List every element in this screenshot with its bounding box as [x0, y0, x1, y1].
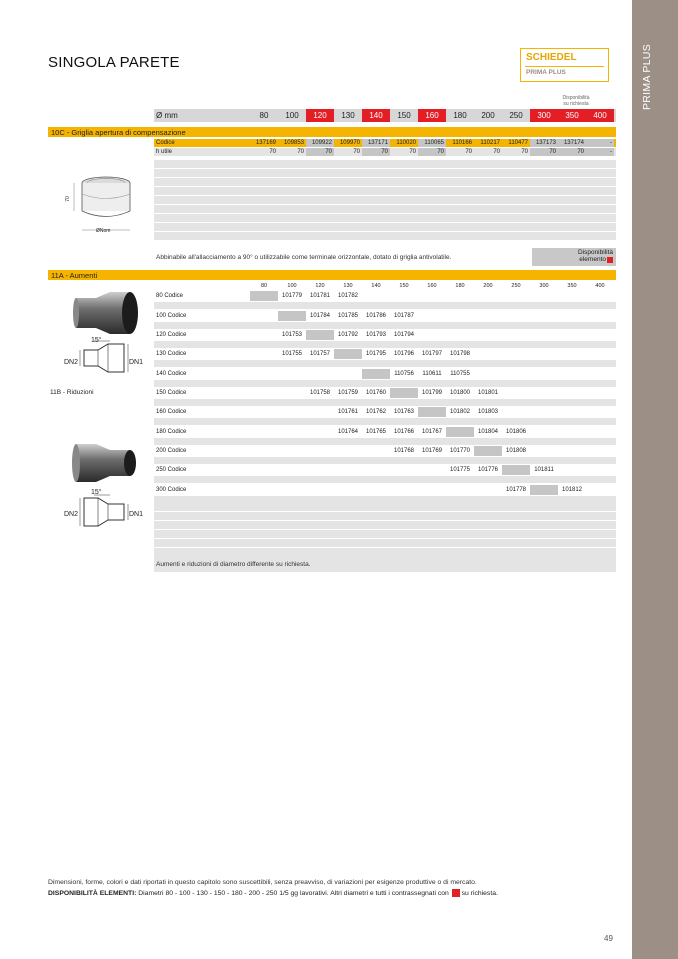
- row-stripe: [154, 418, 616, 425]
- h-utile-10c-8: 70: [493, 149, 500, 155]
- page-title: SINGOLA PARETE: [48, 54, 180, 71]
- code-cell: 101800: [449, 390, 471, 396]
- row-stripe: [154, 322, 616, 329]
- code-cell: 101753: [281, 332, 303, 338]
- same-diameter-cell: [278, 311, 306, 321]
- h-utile-10c-1: 70: [297, 149, 304, 155]
- height-row-10c: [154, 148, 616, 156]
- empty-row: [154, 530, 616, 538]
- row-stripe: [154, 302, 616, 309]
- empty-row: [154, 512, 616, 520]
- row-stripe: [154, 496, 616, 503]
- code-cell: 101762: [365, 409, 387, 415]
- table-row: [154, 485, 616, 495]
- section-11a-header: 11A - Aumenti: [48, 270, 616, 280]
- code-cell: 101797: [421, 351, 443, 357]
- page-number: 49: [604, 934, 613, 943]
- row-label: 300 Codice: [156, 487, 187, 493]
- table-row: [154, 427, 616, 437]
- row-label: 100 Codice: [156, 313, 187, 319]
- code-cell: 101782: [337, 293, 359, 299]
- section-11b-label: 11B - Riduzioni: [50, 389, 94, 396]
- code-cell: 101798: [449, 351, 471, 357]
- code-cell: 110756: [394, 371, 414, 377]
- empty-row: [154, 232, 616, 240]
- diameter-header-row: [154, 109, 616, 122]
- diameter-120: 120: [306, 109, 334, 122]
- code-cell: 101763: [393, 409, 415, 415]
- h-utile-10c-2: 70: [306, 148, 334, 156]
- section-10c-header: 10C - Griglia apertura di compensazione: [48, 127, 616, 137]
- col-header-140: 140: [371, 283, 381, 289]
- row-label: 160 Codice: [156, 409, 187, 415]
- same-diameter-cell: [390, 388, 418, 398]
- dn1-label: DN1: [129, 359, 144, 366]
- empty-row: [154, 196, 616, 204]
- code-cell: 101770: [449, 448, 471, 454]
- code-cell: 101806: [505, 429, 527, 435]
- diameter-dimension: ØNom: [96, 228, 111, 234]
- code-10c-0: 137169: [255, 140, 276, 146]
- diameter-180: 180: [453, 111, 467, 120]
- code-cell: 101766: [393, 429, 415, 435]
- footer-availability: DISPONIBILITÀ ELEMENTI: Diametri 80 - 100 - 130 - 150 - 180 - 200 - 250 1/5 gg lavorativi. Altri diametri e tutti i contrassegnati con su richiesta.: [48, 889, 498, 897]
- code-cell: 101795: [365, 351, 387, 357]
- table-row: [154, 465, 616, 475]
- code-cell: 101811: [534, 467, 554, 473]
- row-stripe: [154, 341, 616, 348]
- diameter-140: 140: [362, 109, 390, 122]
- h-utile-10c-12: -: [586, 148, 614, 156]
- col-header-150: 150: [399, 283, 409, 289]
- code-cell: 101796: [393, 351, 415, 357]
- code-cell: 101761: [337, 409, 359, 415]
- table-row: [154, 369, 616, 379]
- row-label: 180 Codice: [156, 429, 187, 435]
- diameter-header-label: Ø mm: [156, 111, 178, 120]
- code-cell: 101786: [365, 313, 387, 319]
- diameter-160: 160: [418, 109, 446, 122]
- code-cell: 101758: [309, 390, 331, 396]
- red-marker-icon: [607, 257, 613, 263]
- col-header-80: 80: [260, 283, 268, 289]
- h-utile-10c-10: 70: [530, 148, 558, 156]
- availability-header: Disponibilità su richiesta: [562, 95, 590, 107]
- col-header-300: 300: [539, 283, 549, 289]
- row-stripe: [154, 438, 616, 445]
- same-diameter-cell: [474, 446, 502, 456]
- empty-row: [154, 214, 616, 222]
- diameter-350: 350: [558, 109, 586, 122]
- empty-row: [154, 178, 616, 186]
- same-diameter-cell: [446, 427, 474, 437]
- same-diameter-cell: [362, 369, 390, 379]
- code-cell: 101785: [337, 313, 359, 319]
- diameter-200: 200: [481, 111, 495, 120]
- col-header-130: 130: [343, 283, 353, 289]
- col-header-120: 120: [315, 283, 325, 289]
- row-label: 120 Codice: [156, 332, 187, 338]
- reducer-photo: [72, 438, 142, 488]
- code-cell: 101794: [393, 332, 415, 338]
- footer-disclaimer: Dimensioni, forme, colori e dati riportati in questo capitolo sono suscettibili, senza preavviso, di variazioni per esigenze produttive o di mercato.: [48, 879, 477, 886]
- code-10c-1: 109853: [283, 140, 304, 146]
- row-label: 200 Codice: [156, 448, 187, 454]
- diameter-300: 300: [530, 109, 558, 122]
- height-dimension: 70: [64, 196, 71, 202]
- row-stripe: [154, 476, 616, 483]
- table-row: [154, 446, 616, 456]
- red-marker-icon: [452, 889, 460, 897]
- code-cell: 101801: [477, 390, 499, 396]
- h-utile-10c-3: 70: [353, 149, 360, 155]
- empty-row: [154, 205, 616, 213]
- availability-box: Disponibilità elemento: [532, 248, 616, 266]
- same-diameter-cell: [530, 485, 558, 495]
- h-utile-10c-9: 70: [521, 149, 528, 155]
- code-cell: 101804: [477, 429, 499, 435]
- row-stripe: [154, 380, 616, 387]
- diameter-80: 80: [259, 111, 269, 120]
- code-10c-2: 109922: [306, 139, 334, 147]
- h-utile-10c-4: 70: [362, 148, 390, 156]
- brand-product: PRIMA PLUS: [526, 69, 566, 76]
- increaser-photo: [72, 288, 142, 338]
- table-row: [154, 291, 616, 301]
- code-cell: 101792: [337, 332, 359, 338]
- code-cell: 101775: [449, 467, 471, 473]
- col-header-350: 350: [567, 283, 577, 289]
- h-utile-10c-5: 70: [409, 149, 416, 155]
- table-row: [154, 388, 616, 398]
- code-cell: 101812: [561, 487, 583, 493]
- angle-label-2: 15°: [91, 489, 102, 496]
- diameter-250: 250: [509, 111, 523, 120]
- row-stripe: [154, 360, 616, 367]
- h-utile-10c-11: 70: [558, 148, 586, 156]
- col-header-200: 200: [483, 283, 493, 289]
- code-cell: 110755: [450, 371, 470, 377]
- code-cell: 101784: [309, 313, 331, 319]
- code-10c-12: -: [586, 139, 614, 147]
- table-row: [154, 349, 616, 359]
- code-cell: 101755: [281, 351, 303, 357]
- dn1-label-2: DN1: [129, 511, 144, 518]
- diameter-150: 150: [397, 111, 411, 120]
- h-utile-label: h utile: [156, 149, 173, 155]
- code-cell: 101776: [477, 467, 499, 473]
- code-cell: 101781: [309, 293, 331, 299]
- section-10c-note: Abbinabile all'allacciamento a 90° o utilizzabile come terminale orizzontale, dotato di griglia antivolatile.: [156, 253, 452, 261]
- code-cell: 101760: [365, 390, 387, 396]
- col-header-100: 100: [287, 283, 297, 289]
- col-header-180: 180: [455, 283, 465, 289]
- code-cell: 101757: [309, 351, 331, 357]
- codice-label: Codice: [156, 140, 175, 146]
- code-10c-11: 137174: [558, 139, 586, 147]
- row-label: 150 Codice: [156, 390, 187, 396]
- empty-row: [154, 223, 616, 231]
- code-10c-8: 110217: [480, 140, 500, 146]
- empty-row: [154, 503, 616, 511]
- same-diameter-cell: [250, 291, 278, 301]
- code-cell: 101778: [505, 487, 527, 493]
- col-header-400: 400: [595, 283, 605, 289]
- code-10c-10: 137173: [530, 139, 558, 147]
- logo-divider: [525, 66, 604, 67]
- brand-logo: [520, 48, 609, 82]
- empty-row: [154, 160, 616, 168]
- row-label: 250 Codice: [156, 467, 187, 473]
- table-row: [154, 311, 616, 321]
- diameter-130: 130: [341, 111, 355, 120]
- same-diameter-cell: [306, 330, 334, 340]
- table-row: [154, 407, 616, 417]
- code-10c-3: 109970: [339, 140, 360, 146]
- section-11a-column-header: [154, 283, 616, 290]
- code-cell: 101769: [421, 448, 443, 454]
- empty-row: [154, 187, 616, 195]
- code-cell: 101793: [365, 332, 387, 338]
- code-cell: 101764: [337, 429, 359, 435]
- diameter-400: 400: [586, 109, 614, 122]
- dn2-label: DN2: [64, 359, 79, 366]
- h-utile-10c-7: 70: [465, 149, 472, 155]
- code-cell: 101767: [421, 429, 443, 435]
- codes-row-10c: [154, 139, 616, 147]
- code-cell: 101803: [477, 409, 499, 415]
- diameter-100: 100: [285, 111, 299, 120]
- code-cell: 101799: [421, 390, 443, 396]
- code-cell: 101808: [505, 448, 527, 454]
- brand-name: SCHIEDEL: [526, 52, 577, 63]
- code-10c-7: 110166: [452, 140, 472, 146]
- empty-row: [154, 539, 616, 547]
- increaser-drawing: [66, 338, 150, 378]
- empty-row: [154, 169, 616, 177]
- code-10c-5: 110020: [396, 140, 416, 146]
- code-10c-9: 110477: [508, 140, 528, 146]
- empty-row: [154, 521, 616, 529]
- angle-label: 15°: [91, 337, 102, 344]
- code-cell: 101779: [281, 293, 303, 299]
- row-label: 130 Codice: [156, 351, 187, 357]
- empty-row: [154, 548, 616, 556]
- row-label: 140 Codice: [156, 371, 187, 377]
- same-diameter-cell: [502, 465, 530, 475]
- col-header-250: 250: [511, 283, 521, 289]
- code-cell: 101765: [365, 429, 387, 435]
- table-row: [154, 330, 616, 340]
- code-cell: 101759: [337, 390, 359, 396]
- code-cell: 101768: [393, 448, 415, 454]
- code-cell: 110611: [422, 371, 442, 377]
- col-header-160: 160: [427, 283, 437, 289]
- same-diameter-cell: [418, 407, 446, 417]
- code-cell: 101802: [449, 409, 471, 415]
- code-cell: 101787: [393, 313, 415, 319]
- code-10c-6: 110065: [418, 139, 446, 147]
- side-band: [632, 0, 678, 959]
- h-utile-10c-6: 70: [418, 148, 446, 156]
- row-stripe: [154, 457, 616, 464]
- dn2-label-2: DN2: [64, 511, 79, 518]
- row-stripe: [154, 399, 616, 406]
- same-diameter-cell: [334, 349, 362, 359]
- row-label: 80 Codice: [156, 293, 184, 299]
- code-10c-4: 137171: [362, 139, 390, 147]
- h-utile-10c-0: 70: [269, 149, 276, 155]
- section-11a-note: Aumenti e riduzioni di diametro differente su richiesta.: [154, 556, 616, 572]
